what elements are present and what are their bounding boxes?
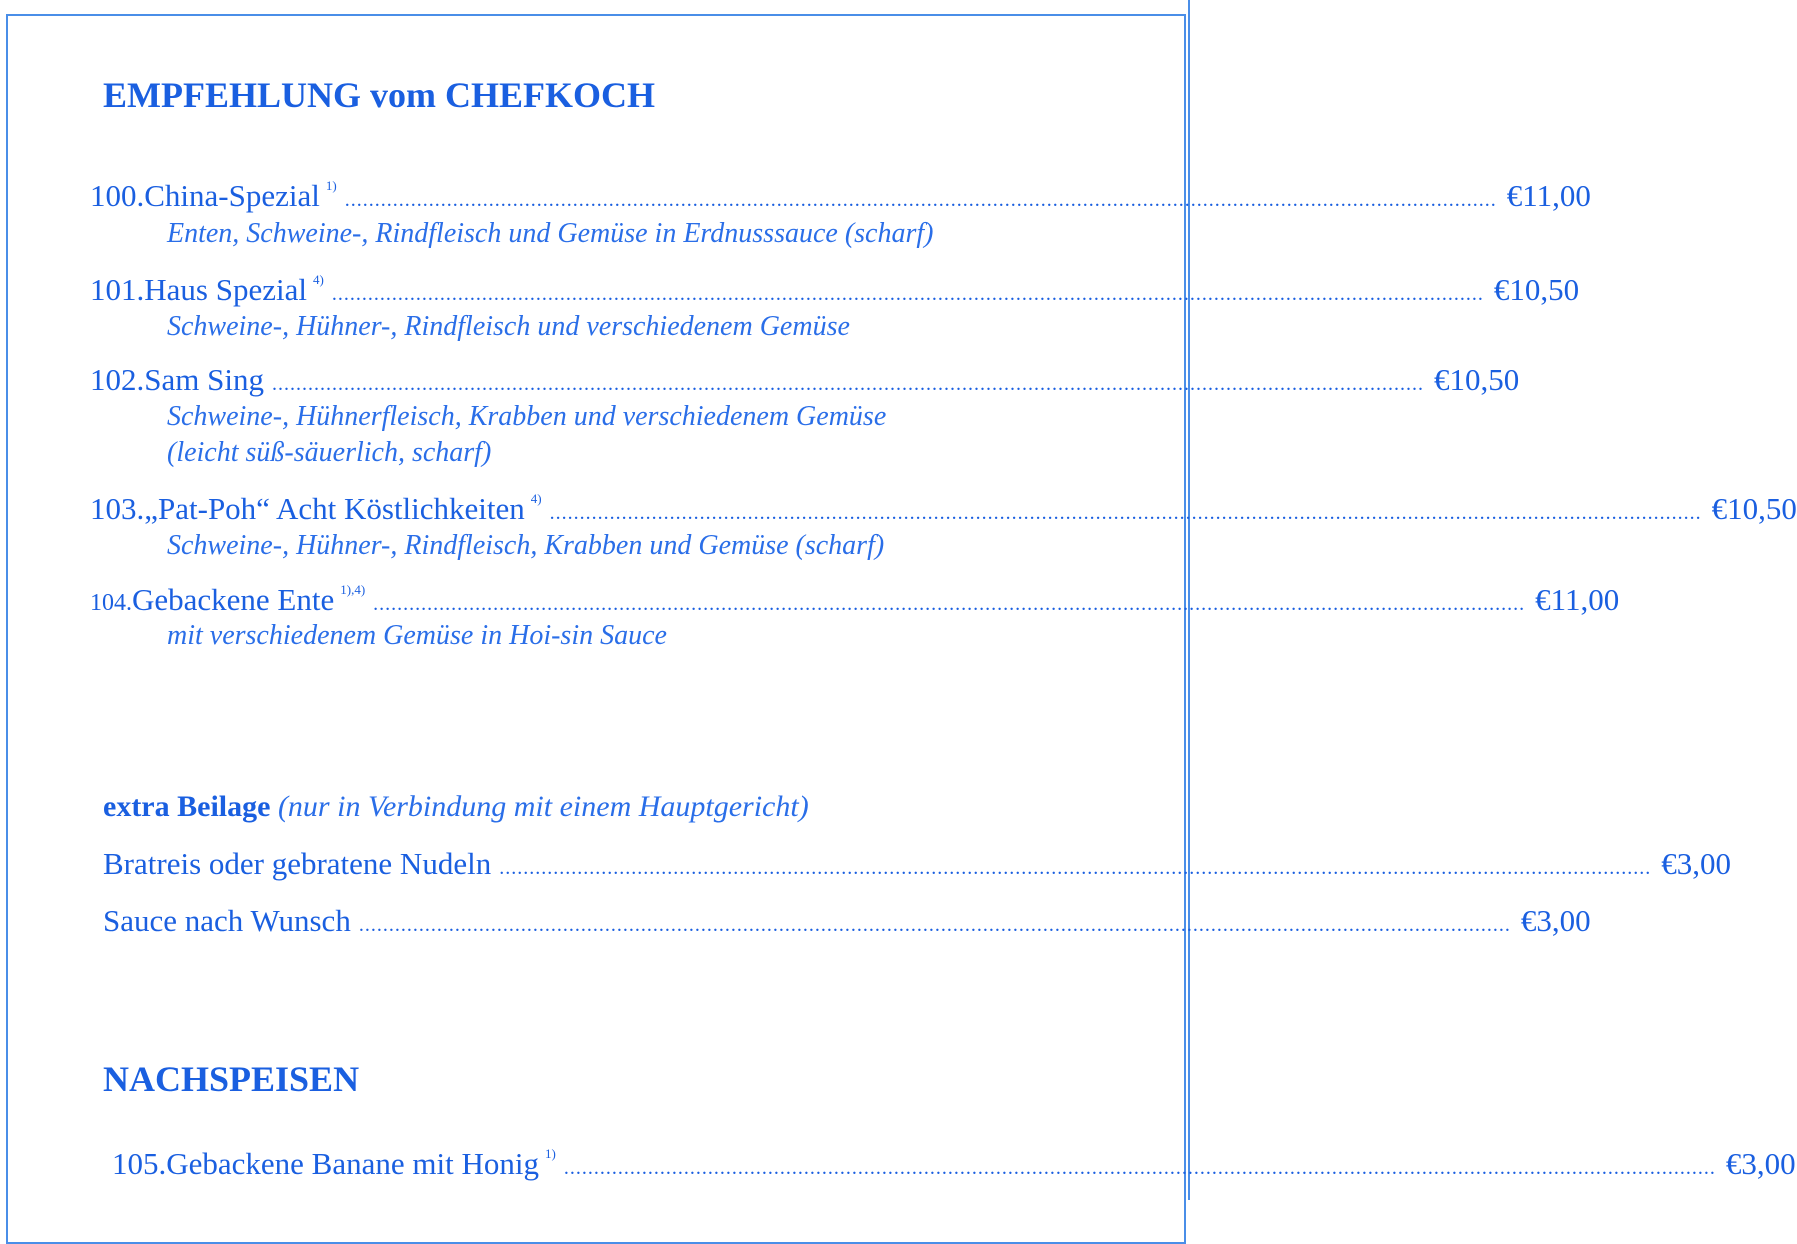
extra-title: extra Beilage bbox=[103, 790, 271, 823]
item-price: 3,00 bbox=[1741, 1146, 1796, 1181]
leader-dots: ................................................................................................................................................................................................ bbox=[549, 502, 1702, 524]
item-number: 101. bbox=[90, 272, 145, 307]
item-name: Gebackene Ente $^{1),4)}$ bbox=[132, 582, 366, 617]
item-price: 10,50 bbox=[1509, 272, 1580, 307]
extra-note: (nur in Verbindung mit einem Hauptgericht) bbox=[277, 790, 809, 823]
item-name: Sauce nach Wunsch bbox=[103, 903, 351, 938]
item-description-line-2: (leicht süß-säuerlich, scharf) bbox=[167, 437, 492, 468]
item-name: Gebackene Banane mit Honig $^{1)}$ bbox=[166, 1146, 556, 1181]
leader-dots: ................................................................................................................................................................................................ bbox=[358, 914, 1511, 936]
leader-dots: ................................................................................................................................................................................................ bbox=[373, 593, 1526, 615]
section-title-extra bbox=[103, 790, 809, 824]
currency-symbol: € bbox=[1535, 582, 1551, 617]
leader-dots: ................................................................................................................................................................................................ bbox=[331, 283, 1484, 305]
menu-item-103 bbox=[90, 491, 1797, 527]
item-number: 104. bbox=[90, 590, 132, 616]
item-footnote: 1) bbox=[325, 178, 337, 193]
item-footnote: 1) bbox=[544, 1146, 556, 1161]
item-footnote: 4) bbox=[312, 272, 324, 287]
section-title-chef: EMPFEHLUNG vom CHEFKOCH bbox=[103, 75, 655, 115]
item-name: Haus Spezial $^{4)}$ bbox=[144, 272, 324, 307]
item-name: „Pat-Poh“ Acht Köstlichkeiten $^{4)}$ bbox=[144, 491, 542, 526]
item-price: 10,50 bbox=[1727, 491, 1797, 526]
leader-dots: ................................................................................................................................................................................................ bbox=[563, 1157, 1716, 1179]
leader-dots: ................................................................................................................................................................................................ bbox=[499, 857, 1652, 879]
menu-item-101 bbox=[90, 272, 1580, 308]
item-footnote: 1),4) bbox=[340, 582, 366, 597]
item-price: 11,00 bbox=[1522, 178, 1591, 213]
item-name: Sam Sing bbox=[144, 362, 264, 397]
item-description: Enten, Schweine-, Rindfleisch und Gemüse in Erdnusssauce (scharf) bbox=[167, 218, 934, 249]
extra-item-sauce bbox=[103, 903, 1591, 939]
item-description: mit verschiedenem Gemüse in Hoi-sin Sauce bbox=[167, 620, 667, 651]
currency-symbol: € bbox=[1711, 491, 1728, 526]
item-number: 105. bbox=[112, 1146, 167, 1181]
item-description: Schweine-, Hühner-, Rindfleisch und verschiedenem Gemüse bbox=[167, 311, 850, 342]
item-footnote: 4) bbox=[530, 491, 542, 506]
item-price: 3,00 bbox=[1676, 846, 1731, 881]
currency-symbol: € bbox=[1520, 903, 1537, 938]
section-title-dessert: NACHSPEISEN bbox=[103, 1059, 360, 1099]
currency-symbol: € bbox=[1493, 272, 1510, 307]
leader-dots: ................................................................................................................................................................................................ bbox=[271, 373, 1424, 395]
menu-item-100 bbox=[90, 178, 1591, 214]
item-price: 10,50 bbox=[1449, 362, 1520, 397]
menu-item-105 bbox=[112, 1146, 1796, 1182]
item-number: 102. bbox=[90, 362, 145, 397]
item-number: 100. bbox=[90, 178, 145, 213]
currency-symbol: € bbox=[1725, 1146, 1742, 1181]
currency-symbol: € bbox=[1506, 178, 1523, 213]
item-number: 103. bbox=[90, 491, 145, 526]
item-price: 3,00 bbox=[1536, 903, 1591, 938]
currency-symbol: € bbox=[1661, 846, 1677, 881]
item-price: 11,00 bbox=[1550, 582, 1620, 617]
extra-item-rice bbox=[103, 846, 1731, 882]
menu-item-102 bbox=[90, 362, 1520, 398]
leader-dots: ................................................................................................................................................................................................ bbox=[344, 189, 1497, 211]
currency-symbol: € bbox=[1433, 362, 1450, 397]
menu-item-104 bbox=[90, 582, 1620, 618]
item-description: Schweine-, Hühnerfleisch, Krabben und verschiedenem Gemüse bbox=[167, 401, 887, 432]
item-name: Bratreis oder gebratene Nudeln bbox=[103, 846, 492, 881]
item-description: Schweine-, Hühner-, Rindfleisch, Krabben und Gemüse (scharf) bbox=[167, 530, 885, 561]
item-name: China-Spezial $^{1)}$ bbox=[144, 178, 337, 213]
